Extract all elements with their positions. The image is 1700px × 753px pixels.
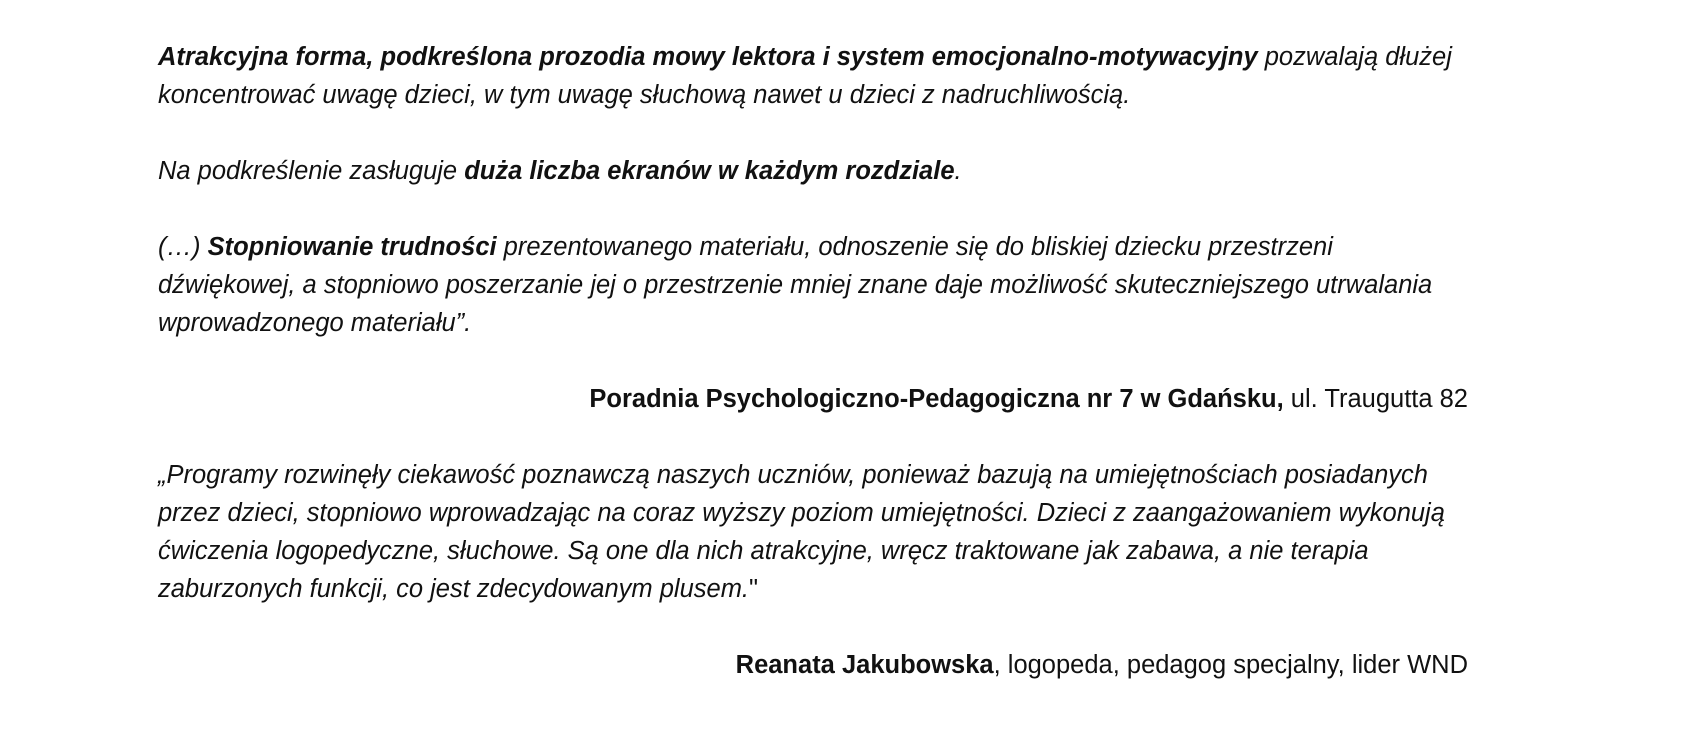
document-page [158, 38, 1468, 684]
paragraph-screens [158, 152, 1468, 190]
spacer [158, 342, 1468, 380]
attractive-form-text: pozwalają dłużej koncentrować uwagę dzieci, w tym uwagę słuchową nawet u dzieci z nadruchliwością. [158, 43, 1452, 109]
attractive-form-bold: Atrakcyjna forma, podkreślona prozodia mowy lektora i system emocjonalno-motywacyjny [158, 43, 1258, 71]
signature-poradnia-name: Poradnia Psychologiczno-Pedagogiczna nr 7 w Gdańsku, [589, 385, 1284, 413]
difficulty-text: prezentowanego materiału, odnoszenie się do bliskiej dziecku przestrzeni dźwiękowej, a stopniowo poszerzanie jej o przestrzenie mniej znane daje możliwość skuteczniejszego utrwalania wprowadzonego materiału”. [158, 233, 1433, 337]
signature-jakubowska-name: Reanata Jakubowska [735, 651, 994, 679]
programs-quote-end: " [749, 575, 759, 603]
spacer [158, 608, 1468, 646]
paragraph-programs-quote [158, 456, 1468, 608]
spacer [158, 114, 1468, 152]
signature-poradnia-address: ul. Traugutta 82 [1283, 385, 1468, 413]
paragraph-difficulty [158, 228, 1468, 342]
spacer [158, 418, 1468, 456]
screens-bold: duża liczba ekranów w każdym rozdziale [464, 157, 955, 185]
difficulty-bold: Stopniowanie trudności [207, 233, 497, 261]
signature-jakubowska [158, 646, 1468, 684]
difficulty-lead: (…) [158, 233, 208, 261]
signature-jakubowska-role: , logopeda, pedagog specjalny, lider WND [993, 651, 1468, 679]
signature-poradnia [158, 380, 1468, 418]
screens-end: . [954, 157, 962, 185]
paragraph-attractive-form [158, 38, 1468, 114]
spacer [158, 190, 1468, 228]
programs-quote-text: „Programy rozwinęły ciekawość poznawczą naszych uczniów, ponieważ bazują na umiejętnościach posiadanych przez dzieci, stopniowo wprowadzając na coraz wyższy poziom umiejętności. Dzieci z zaangażowaniem wykonują ćwiczenia logopedyczne, słuchowe. Są one dla nich atrakcyjne, wręcz traktowane jak zabawa, a nie terapia zaburzonych funkcji, co jest zdecydowanym plusem. [158, 461, 1445, 603]
screens-lead-text: Na podkreślenie zasługuje [158, 157, 465, 185]
